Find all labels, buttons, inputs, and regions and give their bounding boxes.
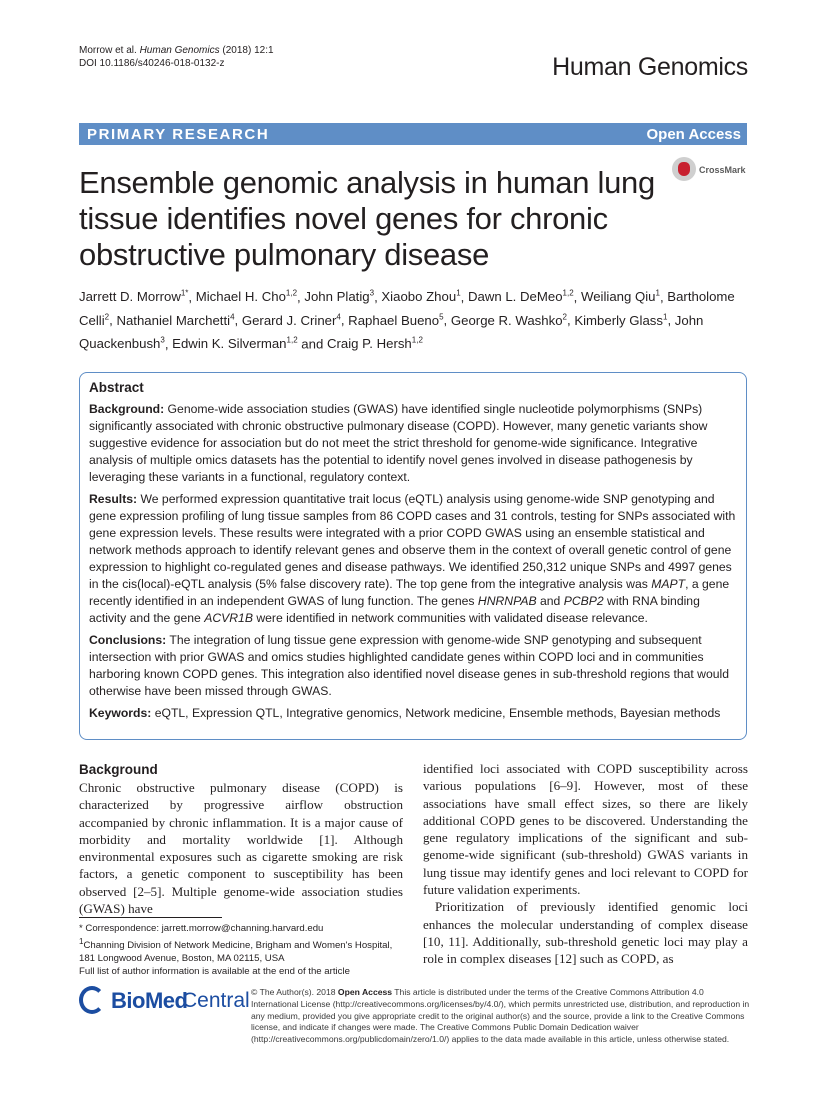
abstract-heading: Abstract: [89, 380, 144, 395]
author-name: John Quackenbush$^3$: [79, 312, 704, 352]
author-name: Raphael Bueno$^5$: [348, 312, 444, 328]
biomed-central-logo-icon: [79, 986, 105, 1014]
author-name: Gerard J. Criner$^4$: [241, 312, 341, 328]
citation-header: [79, 44, 274, 70]
author-name: Weiliang Qiu$^1$: [580, 289, 660, 305]
conclusions-label: Conclusions:: [89, 633, 167, 647]
results-label: Results:: [89, 492, 138, 506]
gene-acvr1b: ACVR1B: [204, 611, 253, 625]
doi: DOI 10.1186/s40246-018-0132-z: [79, 58, 225, 69]
license-open-access: Open Access: [337, 987, 393, 997]
author-name: Bartholome Celli$^2$: [79, 289, 735, 328]
footnote-rule: [79, 917, 222, 918]
citation-authors: Morrow et al.: [79, 45, 140, 56]
author-name: Dawn L. DeMeo$^{1,2}$: [467, 289, 574, 305]
article-type-banner: [79, 123, 747, 145]
background-label: Background:: [89, 402, 165, 416]
author-name: John Platig$^3$: [304, 289, 375, 305]
author-info-note: Full list of author information is available at the end of the article: [79, 966, 350, 978]
correspondence-email[interactable]: * Correspondence: jarrett.morrow@channing.harvard.edu: [79, 923, 324, 934]
article-type: PRIMARY RESEARCH: [87, 126, 270, 143]
body-column-left: [79, 760, 403, 917]
author-name: George R. Washko$^2$: [450, 312, 567, 328]
abstract-keywords: Keywords: eQTL, Expression QTL, Integrative genomics, Network medicine, Ensemble methods, Bayesian methods: [89, 706, 721, 720]
author-name: Michael H. Cho$^{1,2}$: [195, 289, 298, 305]
author-name: Jarrett D. Morrow$^{1*}$: [79, 289, 189, 305]
crossmark-icon: [672, 157, 696, 181]
section-heading-background: Background: [79, 762, 158, 777]
gene-pcbp2: PCBP2: [563, 594, 604, 608]
gene-mapt: MAPT: [651, 577, 686, 591]
license-statement: © The Author(s). 2018 Open Access This article is distributed under the terms of the Creative Commons Attribution 4.0 International License (http://creativecommons.org/licenses/by/4.0/), which permits unrestricted use, distribution, and reproduction in any medium, provided you give appropriate credit to the original author(s) and the source, provide a link to the Creative Commons license, and indicate if changes were made. The Creative Commons Public Domain Dedication waiver (http://creativecommons.org/publicdomain/zero/1.0/) applies to the data made available in this article, unless otherwise stated.: [251, 987, 750, 1045]
author-list: Jarrett D. Morrow$^{1*}$, Michael H. Cho$^{1,2}$, John Platig$^3$, Xiaobo Zhou$^1$, Dawn L. DeMeo$^{1,2}$, Weiliang Qiu$^1$, Bartholome Celli$^2$, Nathaniel Marchetti$^4$, Gerard J. Criner$^4$, Raphael Bueno$^5$, George R. Washko$^2$, Kimberly Glass$^1$, John Quackenbush$^3$, Edwin K. Silverman$^{1,2}$ and Craig P. Hersh$^{1,2}$: [79, 289, 735, 352]
abstract-conclusions: Conclusions: The integration of lung tissue gene expression with genome-wide SNP genotyping and subsequent intersection with prior GWAS and omics studies highlighted candidate genes within COPD loci and in communities harboring known COPD genes. This integration also identified novel disease genes in sub-threshold regions that would otherwise have been missed through GWAS.: [89, 633, 730, 698]
abstract-box: [79, 372, 747, 740]
body-column-right: [423, 760, 748, 968]
author-name: Kimberly Glass$^1$: [574, 312, 668, 328]
author-name: Xiaobo Zhou$^1$: [381, 289, 461, 305]
author-name: Craig P. Hersh$^{1,2}$: [326, 335, 423, 352]
logo-bold-text: BioMed: [111, 988, 188, 1013]
affiliation: $^1$Channing Division of Network Medicine, Brigham and Women's Hospital, 181 Longwood Avenue, Boston, MA 02115, USA: [79, 937, 393, 965]
footnotes: [79, 917, 403, 978]
body-paragraph: Chronic obstructive pulmonary disease (COPD) is characterized by progressive airflow obstruction accompanied by chronic inflammation. It is a major cause of morbidity and mortality worldwide [1]. Although environmental exposures such as cigarette smoking are risk factors, a genetic component to susceptibility has been observed [2–5]. Multiple genome-wide association studies (GWAS) have: [79, 780, 403, 917]
keywords-label: Keywords:: [89, 706, 152, 720]
citation-journal: Human Genomics: [139, 45, 220, 56]
crossmark-label: CrossMark: [699, 165, 746, 175]
open-access-label: Open Access: [646, 126, 741, 143]
body-paragraph: Prioritization of previously identified genomic loci enhances the molecular understanding of complex disease [10, 11]. Additionally, sub-threshold genetic loci may play a role in complex diseases [12] such as COPD, as: [423, 899, 748, 967]
biomed-central-logo[interactable]: [79, 984, 250, 1020]
abstract-results: Results: We performed expression quantitative trait locus (eQTL) analysis using genome-wide SNP genotyping and gene expression profiling of lung tissue samples from 86 COPD cases and 31 controls, testing for SNPs associated with gene expression levels. These results were integrated with a prior COPD GWAS using an ensemble statistical and network methods approach to identify relevant genes and observe them in the context of overall genetic control of gene expression to highlight co-regulated genes and disease pathways. We identified 250,312 unique SNPs and 4997 genes in the cis(local)-eQTL analysis (5% false discovery rate). The top gene from the integrative analysis was MAPT, a gene recently identified in an independent GWAS of lung function. The genes HNRNPAB and PCBP2 with RNA binding activity and the gene ACVR1B were identified in network communities with validated disease relevance.: [89, 492, 736, 625]
citation-year-volume: (2018) 12:1: [219, 45, 274, 56]
author-name: Nathaniel Marchetti$^4$: [116, 312, 235, 328]
journal-name: Human Genomics: [552, 53, 748, 81]
author-name: Edwin K. Silverman$^{1,2}$: [172, 335, 298, 352]
abstract-background: Background: Genome-wide association studies (GWAS) have identified single nucleotide polymorphisms (SNPs) significantly associated with chronic obstructive pulmonary disease (COPD). However, many genetic variants show suggestive evidence for association but do not meet the strict threshold for genome-wide significance. Integrative analysis of multiple omics datasets has the potential to identify novel genes involved in disease pathogenesis by leveraging these variants in a functional, regulatory context.: [89, 402, 708, 484]
article-title: Ensemble genomic analysis in human lung tissue identifies novel genes for chronic obstructive pulmonary disease: [79, 165, 655, 272]
gene-hnrnpab: HNRNPAB: [477, 594, 537, 608]
logo-regular-text: Central: [182, 989, 250, 1012]
crossmark-badge[interactable]: [672, 157, 752, 187]
body-paragraph: identified loci associated with COPD susceptibility across various populations [6–9]. However, most of these associations have small effect sizes, so there are likely additional COPD genes to be discovered. Understanding the gene regulatory implications of the significant and sub-genome-wide significant (sub-threshold) GWAS variants in lung tissue may identify genes and loci relevant to COPD for future validation experiments.: [423, 761, 748, 898]
